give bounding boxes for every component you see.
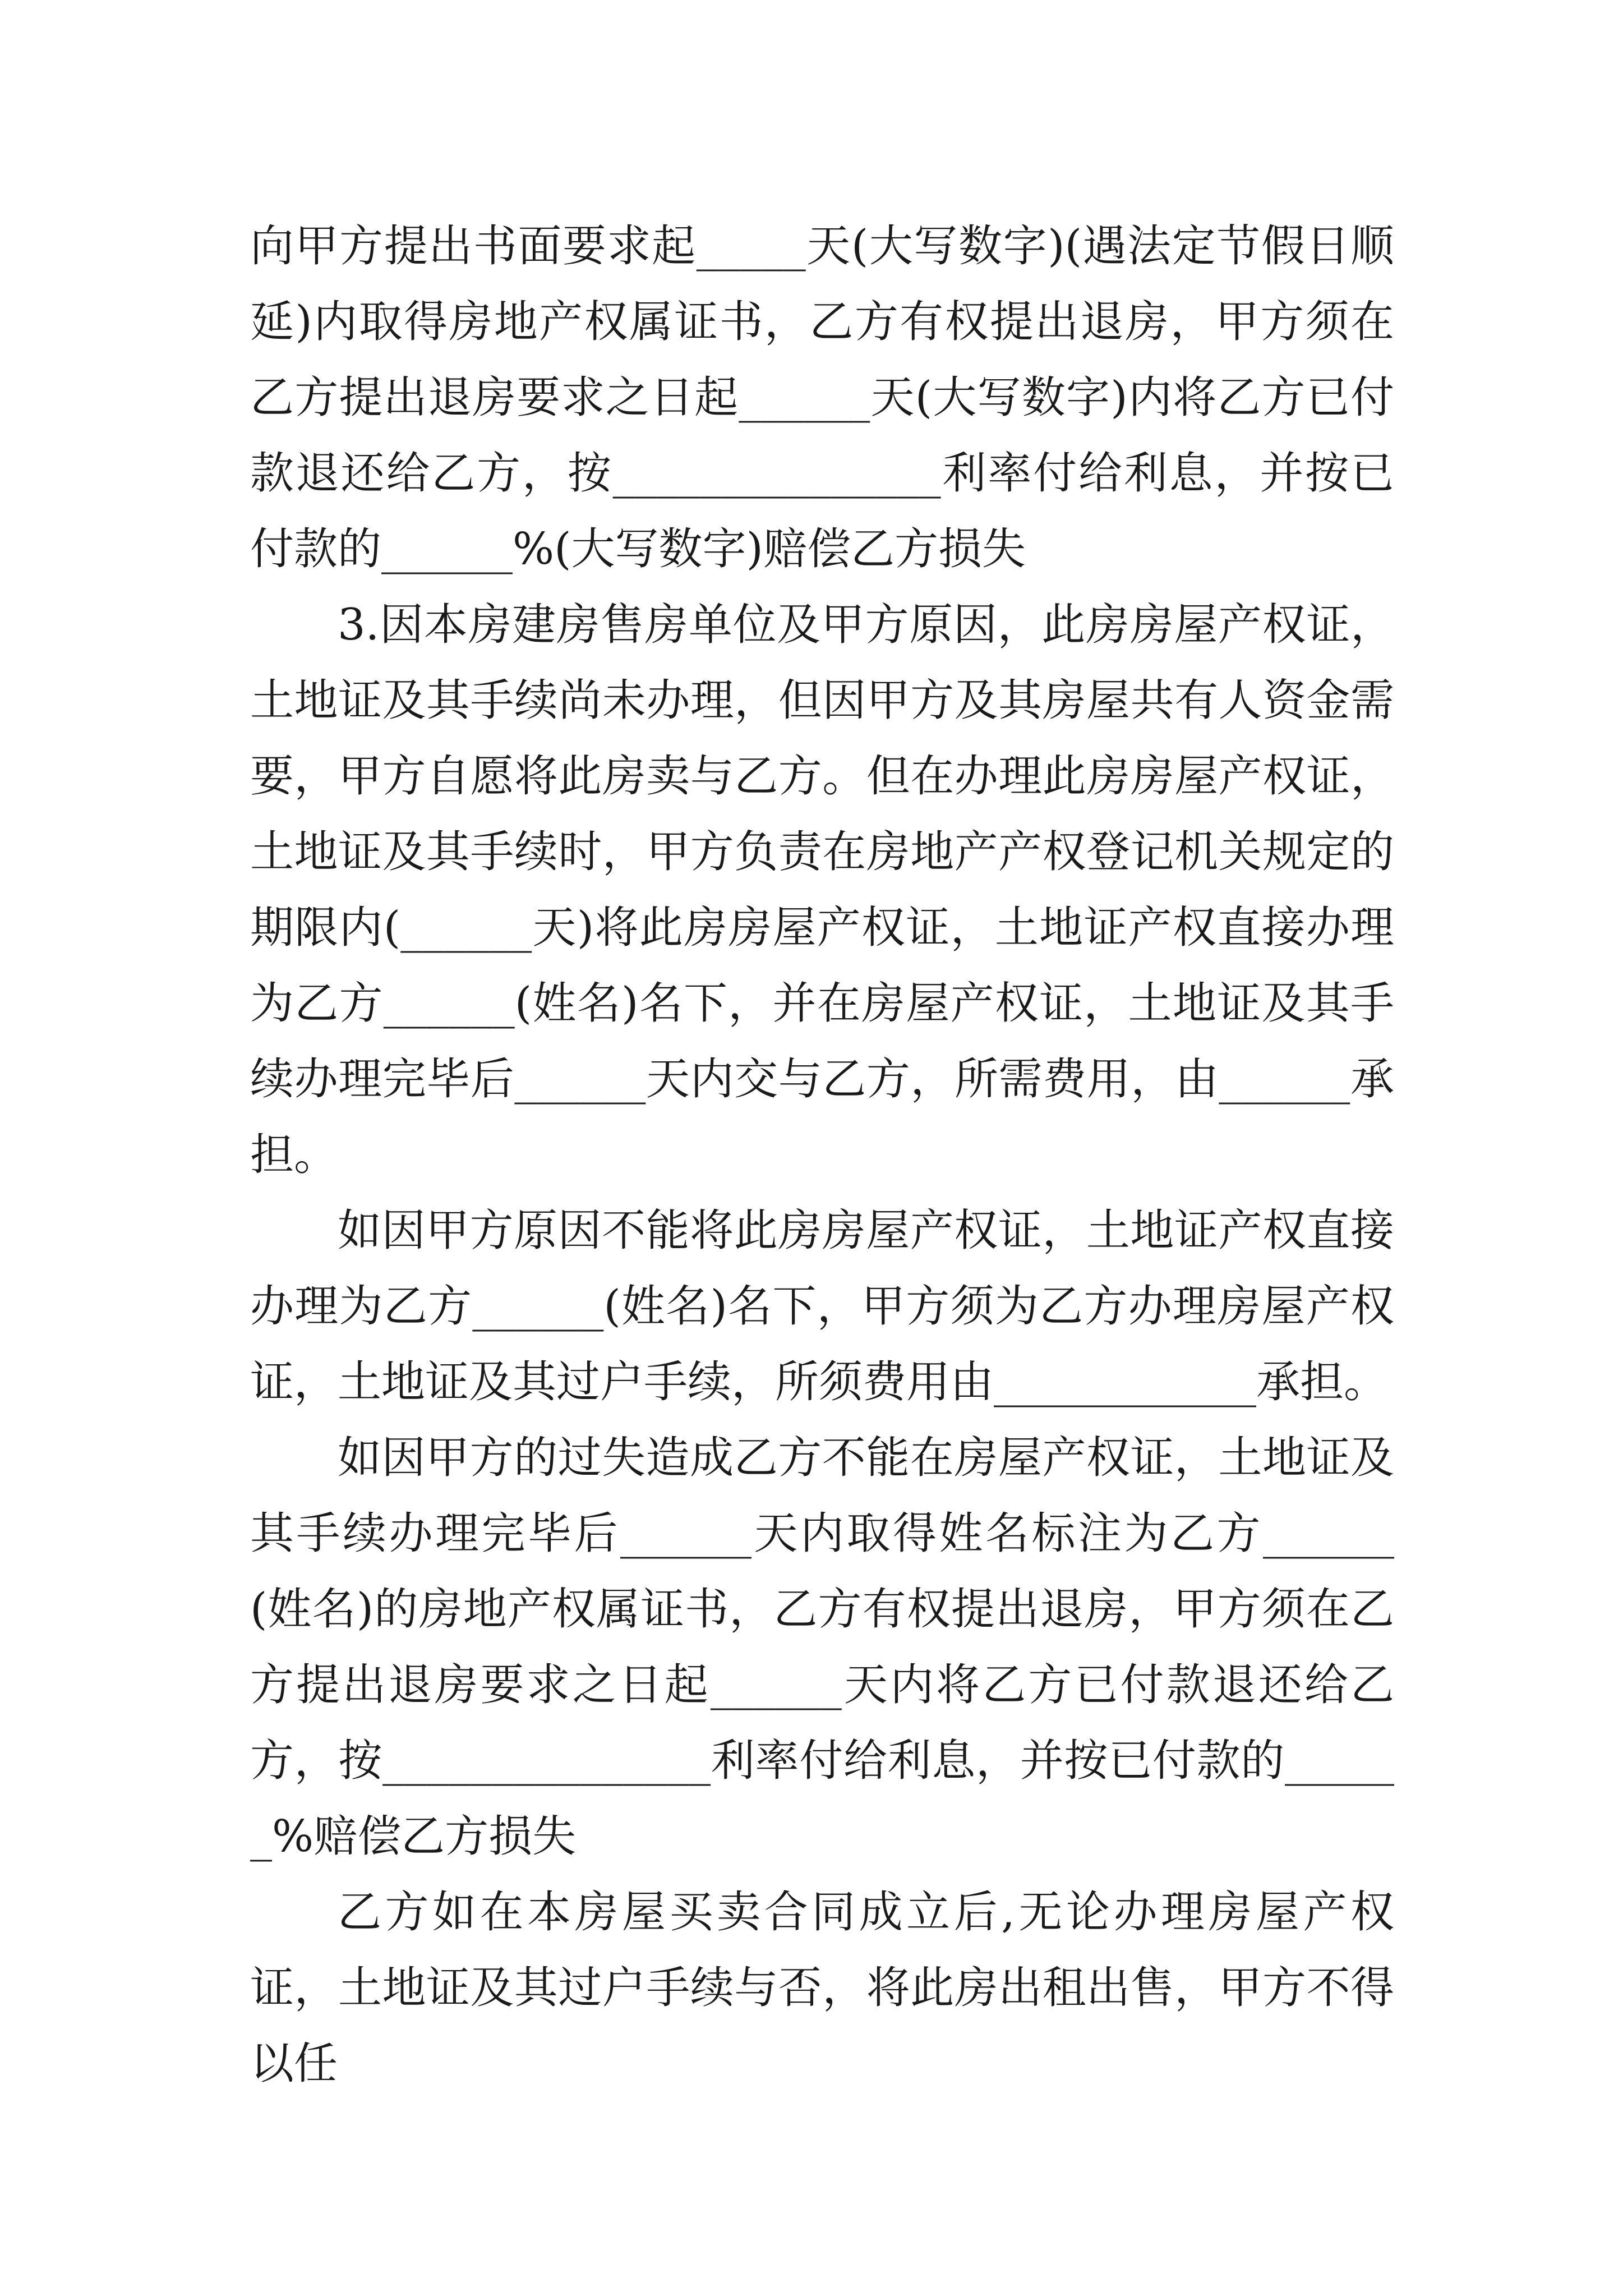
paragraph-buyer-rights: 乙方如在本房屋买卖合同成立后,无论办理房屋产权证，土地证及其过户手续与否，将此房出租出售，甲方不得以任 [250,1887,1394,2089]
paragraph-fault-refund: 如因甲方的过失造成乙方不能在房屋产权证，土地证及其手续办理完毕后______天内取得姓名标注为乙方______(姓名)的房地产权属证书，乙方有权提出退房，甲方须在乙方提出退房要求之日起______天内将乙方已付款退还给乙方，按_______________利率付给利息，并按已付款的______%赔偿乙方损失 [250,1433,1394,1862]
paragraph-title-transfer: 如因甲方原因不能将此房房屋产权证，土地证产权直接办理为乙方______(姓名)名下，甲方须为乙方办理房屋产权证，土地证及其过户手续，所须费用由____________承担。 [250,1205,1394,1407]
paragraph-refund-terms: 向甲方提出书面要求起_____天(大写数字)(遇法定节假日顺延)内取得房地产权属证书，乙方有权提出退房，甲方须在乙方提出退房要求之日起______天(大写数字)内将乙方已付款退还给乙方，按_______________利率付给利息，并按已付款的______%(大写数字)赔偿乙方损失 [250,221,1394,574]
paragraph-clause-3: 3.因本房建房售房单位及甲方原因，此房房屋产权证，土地证及其手续尚未办理，但因甲方及其房屋共有人资金需要，甲方自愿将此房卖与乙方。但在办理此房房屋产权证，土地证及其手续时，甲方负责在房地产产权登记机关规定的期限内(______天)将此房房屋产权证，土地证产权直接办理为乙方______(姓名)名下，并在房屋产权证，土地证及其手续办理完毕后______天内交与乙方，所需费用，由______承担。 [250,600,1394,1180]
document-body [250,209,1394,2102]
